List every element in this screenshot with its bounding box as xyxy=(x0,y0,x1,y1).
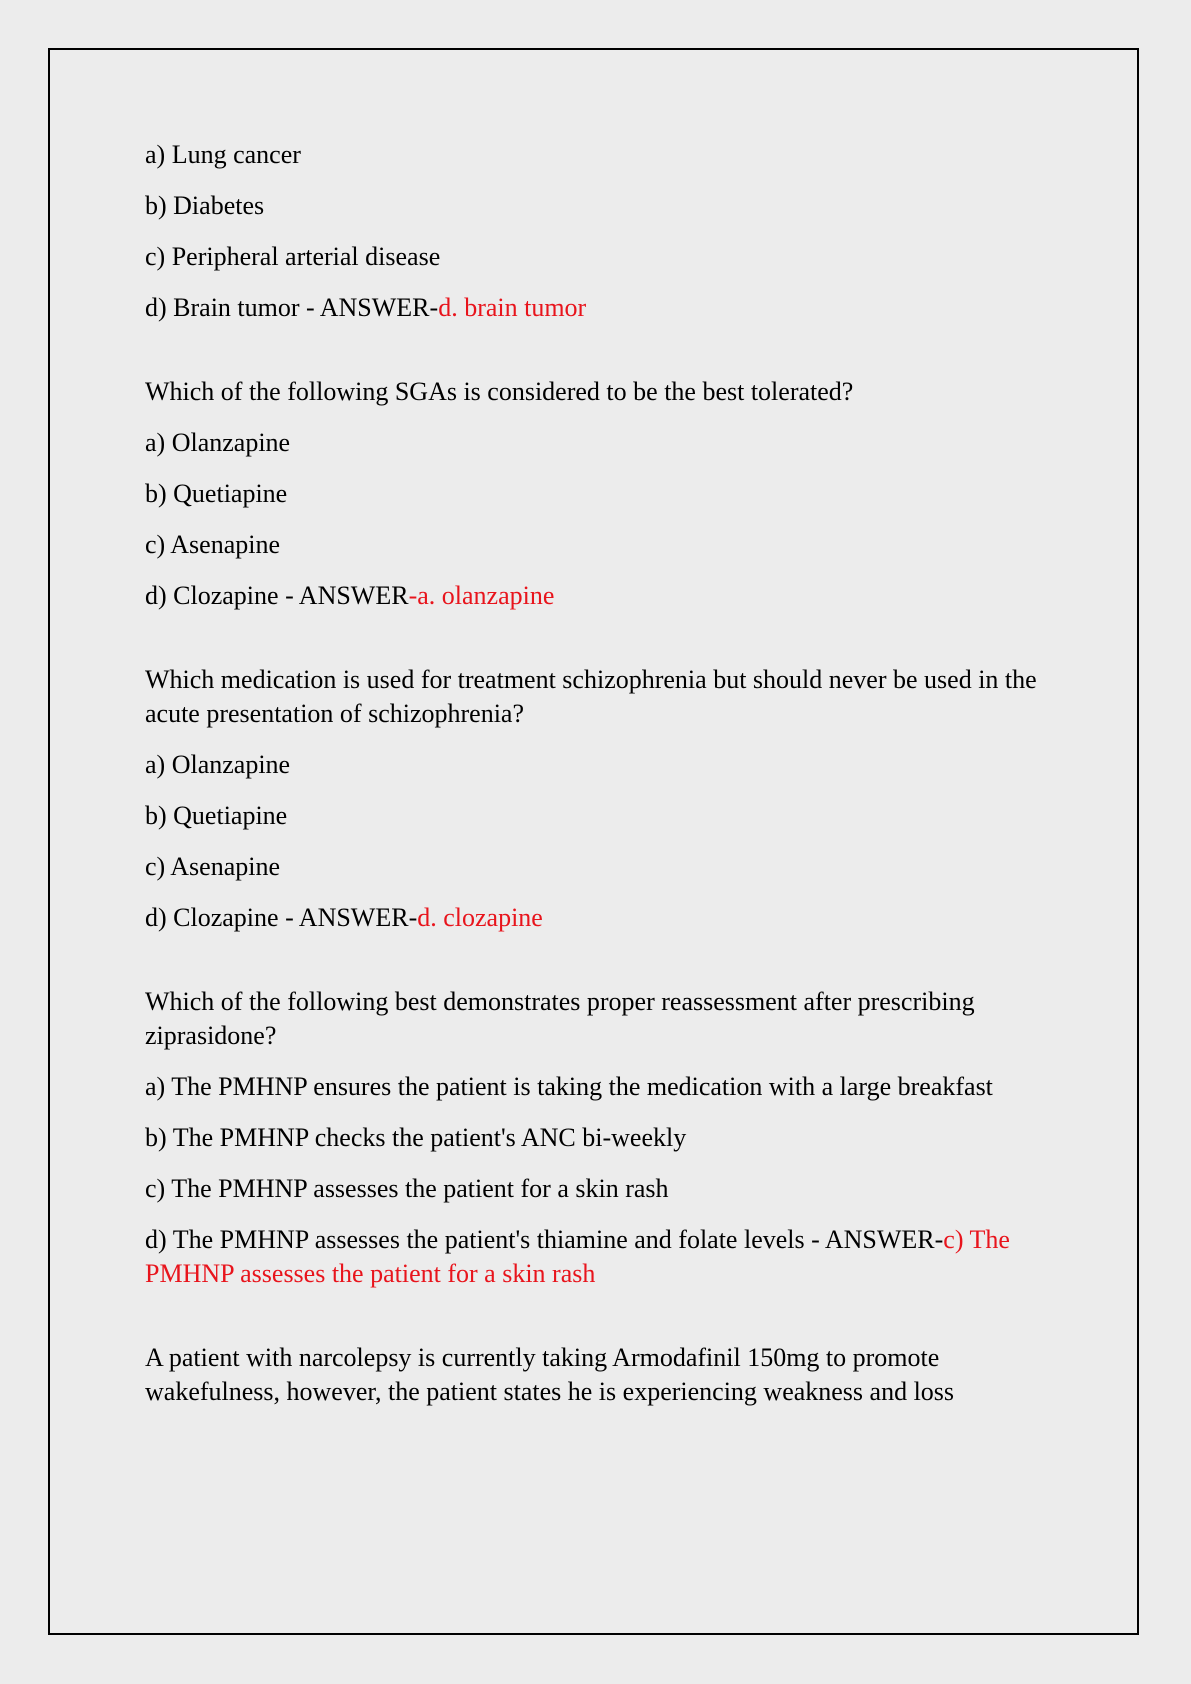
option-d-text: d) Clozapine - ANSWER- xyxy=(145,903,418,932)
answer-text: d. clozapine xyxy=(417,903,543,932)
question-block-2 xyxy=(145,375,1050,613)
option-d-text: d) The PMHNP assesses the patient's thiamine and folate levels - ANSWER- xyxy=(145,1225,944,1254)
option-d xyxy=(145,901,1050,935)
option-c: c) Asenapine xyxy=(145,530,281,559)
answer-text: c) The PMHNP assesses the patient for a skin rash xyxy=(145,1225,1010,1288)
question-block-3 xyxy=(145,663,1050,935)
option-d xyxy=(145,579,1050,613)
question-block-1 xyxy=(145,138,1050,325)
question-block-5 xyxy=(145,1341,1050,1409)
option-a: a) Olanzapine xyxy=(145,750,291,779)
question-text: A patient with narcolepsy is currently taking Armodafinil 150mg to promote wakefulness, however, the patient states he is experiencing weakness and loss xyxy=(145,1343,955,1406)
question-text: Which of the following SGAs is considered to be the best tolerated? xyxy=(145,377,854,406)
answer-text: -a. olanzapine xyxy=(408,581,555,610)
option-a: a) Lung cancer xyxy=(145,140,301,169)
document-content xyxy=(145,138,1050,1426)
option-a: a) The PMHNP ensures the patient is taking the medication with a large breakfast xyxy=(145,1072,993,1101)
question-text: Which medication is used for treatment schizophrenia but should never be used in the acute presentation of schizophrenia? xyxy=(145,665,1037,728)
option-d xyxy=(145,1223,1050,1291)
question-text: Which of the following best demonstrates proper reassessment after prescribing ziprasidone? xyxy=(145,987,975,1050)
option-c: c) Asenapine xyxy=(145,852,281,881)
option-d-text: d) Clozapine - ANSWER xyxy=(145,581,409,610)
question-block-4 xyxy=(145,985,1050,1291)
option-b: b) Diabetes xyxy=(145,191,265,220)
option-c: c) Peripheral arterial disease xyxy=(145,242,441,271)
option-a: a) Olanzapine xyxy=(145,428,291,457)
answer-text: d. brain tumor xyxy=(438,293,587,322)
option-d xyxy=(145,291,1050,325)
option-c: c) The PMHNP assesses the patient for a skin rash xyxy=(145,1174,669,1203)
option-b: b) Quetiapine xyxy=(145,801,288,830)
option-b: b) Quetiapine xyxy=(145,479,288,508)
option-b: b) The PMHNP checks the patient's ANC bi-weekly xyxy=(145,1123,687,1152)
option-d-text: d) Brain tumor - ANSWER- xyxy=(145,293,439,322)
